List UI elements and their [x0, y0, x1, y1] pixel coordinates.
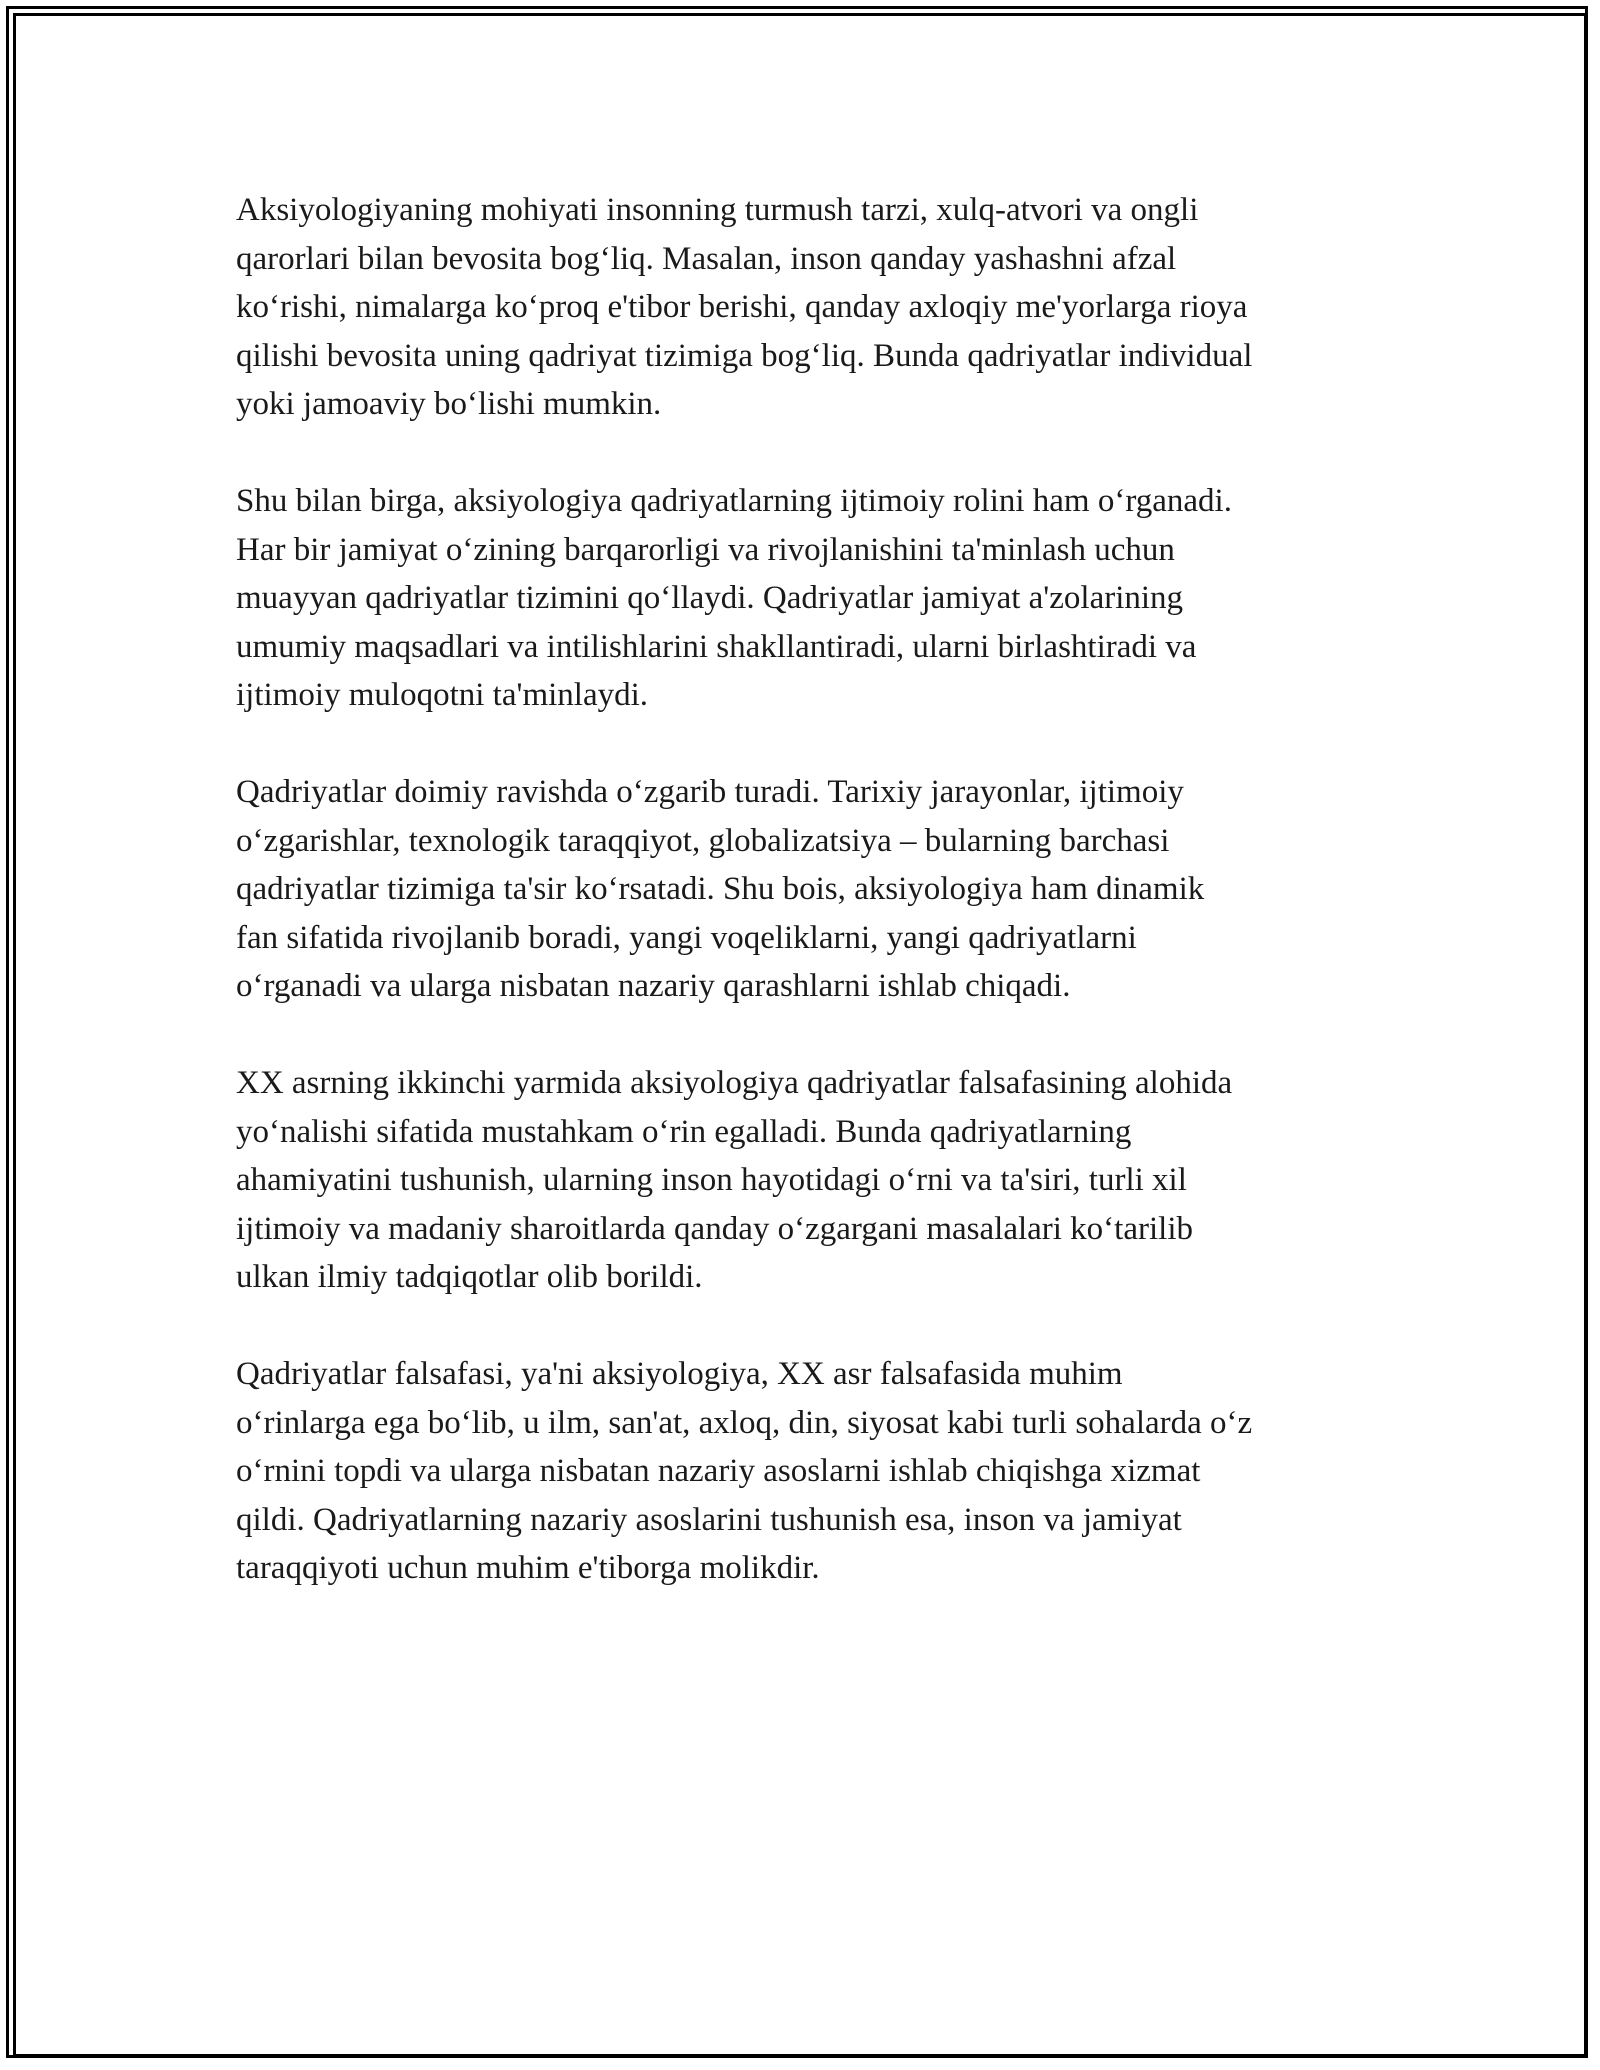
- text-line: qilishi bevosita uning qadriyat tizimiga bog‘liq. Bunda qadriyatlar individual: [236, 337, 1253, 374]
- text-line: umumiy maqsadlari va intilishlarini shakllantiradi, ularni birlashtiradi va: [236, 628, 1197, 665]
- paragraph-2: [236, 477, 1386, 720]
- text-line: o‘rnini topdi va ularga nisbatan nazariy asoslarni ishlab chiqishga xizmat: [236, 1453, 1201, 1489]
- text-line: fan sifatida rivojlanib boradi, yangi voqeliklarni, yangi qadriyatlarni: [236, 919, 1137, 956]
- text-line: taraqqiyoti uchun muhim e'tiborga molikdir.: [236, 1550, 820, 1586]
- paragraph-5: [236, 1350, 1386, 1593]
- text-line: o‘rinlarga ega bo‘lib, u ilm, san'at, axloq, din, siyosat kabi turli sohalarda o‘z: [236, 1404, 1253, 1441]
- paragraph-4: [236, 1059, 1386, 1302]
- text-line: Shu bilan birga, aksiyologiya qadriyatlarning ijtimoiy rolini ham o‘rganadi.: [236, 483, 1232, 519]
- text-line: ijtimoiy va madaniy sharoitlarda qanday o‘zgargani masalalari ko‘tarilib: [236, 1210, 1193, 1247]
- text-line: ko‘rishi, nimalarga ko‘proq e'tibor berishi, qanday axloqiy me'yorlarga rioya: [236, 289, 1248, 325]
- text-line: Qadriyatlar doimiy ravishda o‘zgarib turadi. Tarixiy jarayonlar, ijtimoiy: [236, 774, 1184, 810]
- text-line: qadriyatlar tizimiga ta'sir ko‘rsatadi. Shu bois, aksiyologiya ham dinamik: [236, 871, 1205, 907]
- text-line: ijtimoiy muloqotni ta'minlaydi.: [236, 677, 649, 713]
- text-line: o‘zgarishlar, texnologik taraqqiyot, globalizatsiya – bularning barchasi: [236, 822, 1170, 859]
- text-line: qildi. Qadriyatlarning nazariy asoslarini tushunish esa, inson va jamiyat: [236, 1501, 1182, 1538]
- text-line: Aksiyologiyaning mohiyati insonning turmush tarzi, xulq-atvori va ongli: [236, 192, 1199, 228]
- document-body: [236, 186, 1386, 1641]
- text-line: Qadriyatlar falsafasi, ya'ni aksiyologiya, XX asr falsafasida muhim: [236, 1356, 1123, 1392]
- text-line: ahamiyatini tushunish, ularning inson hayotidagi o‘rni va ta'siri, turli xil: [236, 1162, 1187, 1198]
- text-line: yoki jamoaviy bo‘lishi mumkin.: [236, 386, 662, 422]
- text-line: XX asrning ikkinchi yarmida aksiyologiya qadriyatlar falsafasining alohida: [236, 1065, 1233, 1101]
- text-line: yo‘nalishi sifatida mustahkam o‘rin egalladi. Bunda qadriyatlarning: [236, 1113, 1132, 1150]
- text-line: qarorlari bilan bevosita bog‘liq. Masalan, inson qanday yashashni afzal: [236, 240, 1177, 277]
- text-line: muayyan qadriyatlar tizimini qo‘llaydi. Qadriyatlar jamiyat a'zolarining: [236, 580, 1184, 616]
- paragraph-1: [236, 186, 1386, 429]
- paragraph-3: [236, 768, 1386, 1011]
- text-line: o‘rganadi va ularga nisbatan nazariy qarashlarni ishlab chiqadi.: [236, 968, 1071, 1004]
- text-line: ulkan ilmiy tadqiqotlar olib borildi.: [236, 1259, 703, 1295]
- text-line: Har bir jamiyat o‘zining barqarorligi va rivojlanishini ta'minlash uchun: [236, 531, 1175, 568]
